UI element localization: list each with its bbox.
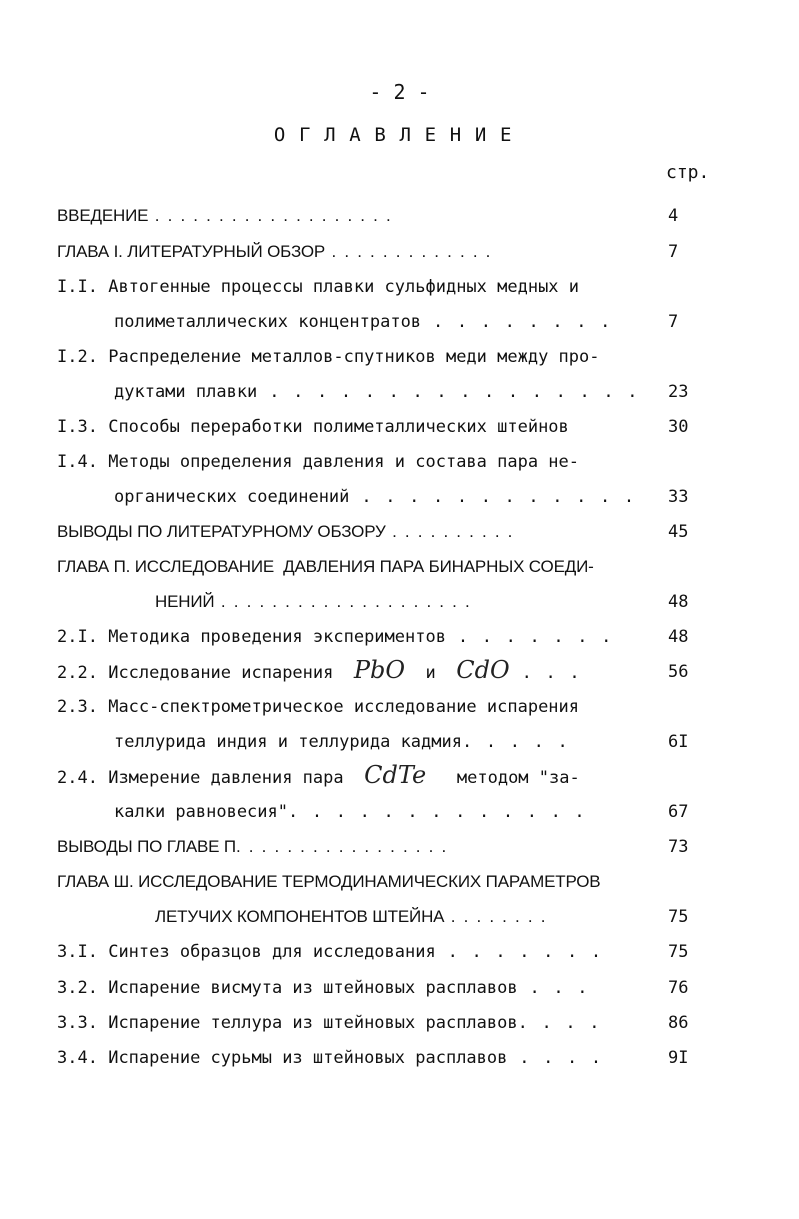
toc-entry-1-1: I.I. Автогенные процессы плавки сульфидных медных и <box>57 277 580 297</box>
toc-page: 86 <box>668 1013 689 1033</box>
toc-entry-2-4-cont: калки равновесия". . . . . . . . . . . . . <box>114 802 587 822</box>
toc-entry-1-1-cont: полиметаллических концентратов . . . . . . . . <box>114 312 613 332</box>
toc-entry-chapter-2-cont: НЕНИЙ . . . . . . . . . . . . . . . . . . . . <box>155 592 472 611</box>
toc-entry-chapter-3-cont: ЛЕТУЧИХ КОМПОНЕНТОВ ШТЕЙНА . . . . . . . . <box>155 907 548 926</box>
toc-page: 48 <box>668 627 689 647</box>
toc-page: 6I <box>668 732 689 752</box>
toc-entry-2-3: 2.3. Масс-спектрометрическое исследование испарения <box>57 697 580 717</box>
toc-page: 4 <box>668 206 679 226</box>
toc-page: 56 <box>668 662 689 682</box>
toc-entry-2-3-cont: теллурида индия и теллурида кадмия. . . . . <box>114 732 570 752</box>
toc-entry-2-2: 2.2. Исследование испарения PbO и CdO . . . <box>57 656 582 684</box>
handwritten-formula: PbO <box>353 656 406 684</box>
toc-entry-2-4: 2.4. Измерение давления пара CdTe методом "за- <box>57 761 580 789</box>
toc-entry-conclusions-chapter-2: ВЫВОДЫ ПО ГЛАВЕ П. . . . . . . . . . . . . . . . . <box>57 837 448 856</box>
toc-entry-chapter-2: ГЛАВА П. ИССЛЕДОВАНИЕ ДАВЛЕНИЯ ПАРА БИНАРНЫХ СОЕДИ- <box>57 557 594 576</box>
toc-entry-3-2: 3.2. Испарение висмута из штейновых расплавов . . . <box>57 978 590 998</box>
toc-page: 9I <box>668 1048 689 1068</box>
toc-entry-3-3: 3.3. Испарение теллура из штейновых расплавов. . . . <box>57 1013 602 1033</box>
toc-entry-3-4: 3.4. Испарение сурьмы из штейновых расплавов . . . . <box>57 1048 603 1068</box>
toc-page: 7 <box>668 242 679 262</box>
toc-page: 30 <box>668 417 689 437</box>
toc-entry-1-3: I.3. Способы переработки полиметаллических штейнов <box>57 417 569 437</box>
toc-entry-2-1: 2.I. Методика проведения экспериментов . . . . . . . <box>57 627 614 647</box>
toc-entry-conclusions-review: ВЫВОДЫ ПО ЛИТЕРАТУРНОМУ ОБЗОРУ . . . . . . . . . . <box>57 522 515 541</box>
toc-page: 67 <box>668 802 689 822</box>
toc-page: 48 <box>668 592 689 612</box>
toc-page: 7 <box>668 312 679 332</box>
toc-page: 75 <box>668 942 689 962</box>
toc-entry-chapter-1: ГЛАВА I. ЛИТЕРАТУРНЫЙ ОБЗОР . . . . . . . . . . . . . <box>57 242 493 261</box>
toc-page: 73 <box>668 837 689 857</box>
toc-entry-introduction: ВВЕДЕНИЕ . . . . . . . . . . . . . . . . . . . <box>57 206 393 225</box>
toc-entry-1-2: I.2. Распределение металлов-спутников меди между про- <box>57 347 600 367</box>
page-number: - 2 - <box>369 80 430 104</box>
toc-page: 45 <box>668 522 689 542</box>
handwritten-formula: CdTe <box>364 761 427 789</box>
toc-entry-1-4-cont: органических соединений . . . . . . . . . . . . <box>114 487 636 507</box>
page-column-label: стр. <box>666 162 710 183</box>
toc-entry-1-2-cont: дуктами плавки . . . . . . . . . . . . . . . . <box>114 382 640 402</box>
toc-entry-1-4: I.4. Методы определения давления и состава пара не- <box>57 452 580 472</box>
toc-page: 76 <box>668 978 689 998</box>
toc-page: 75 <box>668 907 689 927</box>
handwritten-formula: CdO <box>456 656 510 684</box>
toc-entry-chapter-3: ГЛАВА Ш. ИССЛЕДОВАНИЕ ТЕРМОДИНАМИЧЕСКИХ ПАРАМЕТРОВ <box>57 872 601 891</box>
page-title: ОГЛАВЛЕНИЕ <box>273 124 526 146</box>
toc-entry-3-1: 3.I. Синтез образцов для исследования . . . . . . . <box>57 942 603 962</box>
toc-page: 23 <box>668 382 689 402</box>
toc-page: 33 <box>668 487 689 507</box>
